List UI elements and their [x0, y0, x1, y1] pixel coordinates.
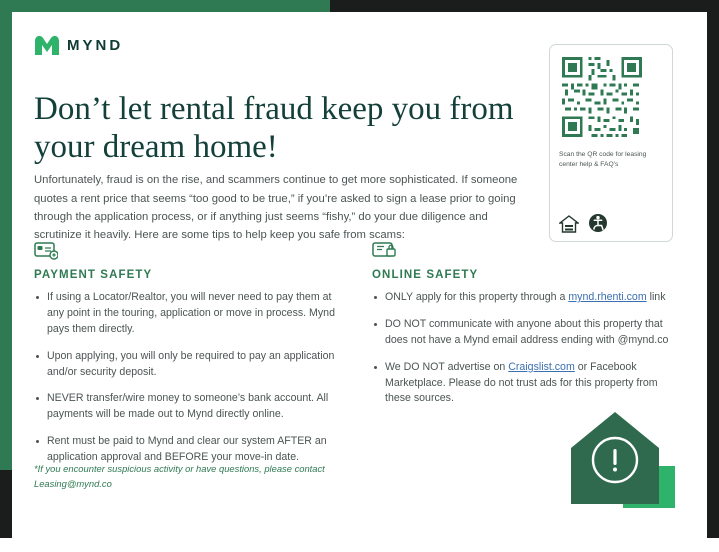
- compliance-badges: [559, 213, 608, 233]
- equal-housing-icon: [559, 215, 579, 233]
- qr-card[interactable]: [549, 44, 673, 242]
- payment-tips-list: [34, 290, 339, 466]
- tip-text-post: or Facebook Marketplace. Please do not trust ads for this property from these sources.: [385, 360, 658, 405]
- flyer-sheet: [12, 12, 707, 538]
- online-lock-icon: [372, 240, 682, 262]
- list-item: If using a Locator/Realtor, you will never need to pay them at any point in the touring, application or move in process. Mynd pays them directly.: [34, 290, 339, 338]
- accessibility-icon: [588, 213, 608, 233]
- online-tips-list: [372, 290, 682, 407]
- list-item: [372, 290, 682, 306]
- qr-code-icon[interactable]: [559, 54, 663, 140]
- payment-safety-title: PAYMENT SAFETY: [34, 269, 153, 281]
- list-item: Rent must be paid to Mynd and clear our system AFTER an application approval and BEFORE your move-in date.: [34, 434, 339, 466]
- footnote: *If you encounter suspicious activity or have questions, please contact Leasing@mynd.co: [34, 463, 325, 489]
- tip-text-pre: DO NOT communicate with anyone about this property that does not have a Mynd email address ending with @mynd.co: [385, 317, 669, 346]
- tip-text-pre: ONLY apply for this property through a: [385, 291, 569, 303]
- house-alert-icon: [553, 404, 683, 514]
- decor-left-bar: [0, 0, 12, 470]
- tip-text-post: link: [646, 291, 666, 303]
- payment-card-icon: [34, 240, 339, 262]
- brand-name: MYND: [67, 36, 124, 54]
- online-safety-section: [372, 240, 682, 418]
- list-item: [372, 360, 682, 408]
- craigslist-link[interactable]: Craigslist.com: [508, 360, 575, 373]
- page-title: Don’t let rental fraud keep you from your dream home!: [34, 91, 514, 166]
- tip-text-pre: We DO NOT advertise on: [385, 360, 509, 373]
- online-safety-title: ONLINE SAFETY: [372, 269, 479, 281]
- brand-logo: [34, 34, 123, 56]
- intro-paragraph: Unfortunately, fraud is on the rise, and scammers continue to get more sophisticated. If someone quotes a rent price that seems “too good to be true,” if you’re asked to sign a lease prior to going through the application process, or if anything just seems “fishy,” do your due diligence and scrutinize it heavily. Here are some tips to help keep you safe from scams:: [34, 174, 518, 242]
- mynd-logo-icon: [34, 34, 60, 56]
- decor-top-bar: [0, 0, 330, 12]
- payment-safety-section: [34, 240, 339, 477]
- rhenti-link[interactable]: mynd.rhenti.com: [568, 291, 647, 303]
- decor-bottom-bar: [0, 538, 719, 552]
- list-item: Upon applying, you will only be required to pay an application and/or security deposit.: [34, 349, 339, 381]
- list-item: NEVER transfer/wire money to someone’s bank account. All payments will be made out to Mynd directly online.: [34, 391, 339, 423]
- qr-caption: Scan the QR code for leasing center help & FAQ’s: [559, 151, 647, 169]
- list-item: [372, 317, 682, 349]
